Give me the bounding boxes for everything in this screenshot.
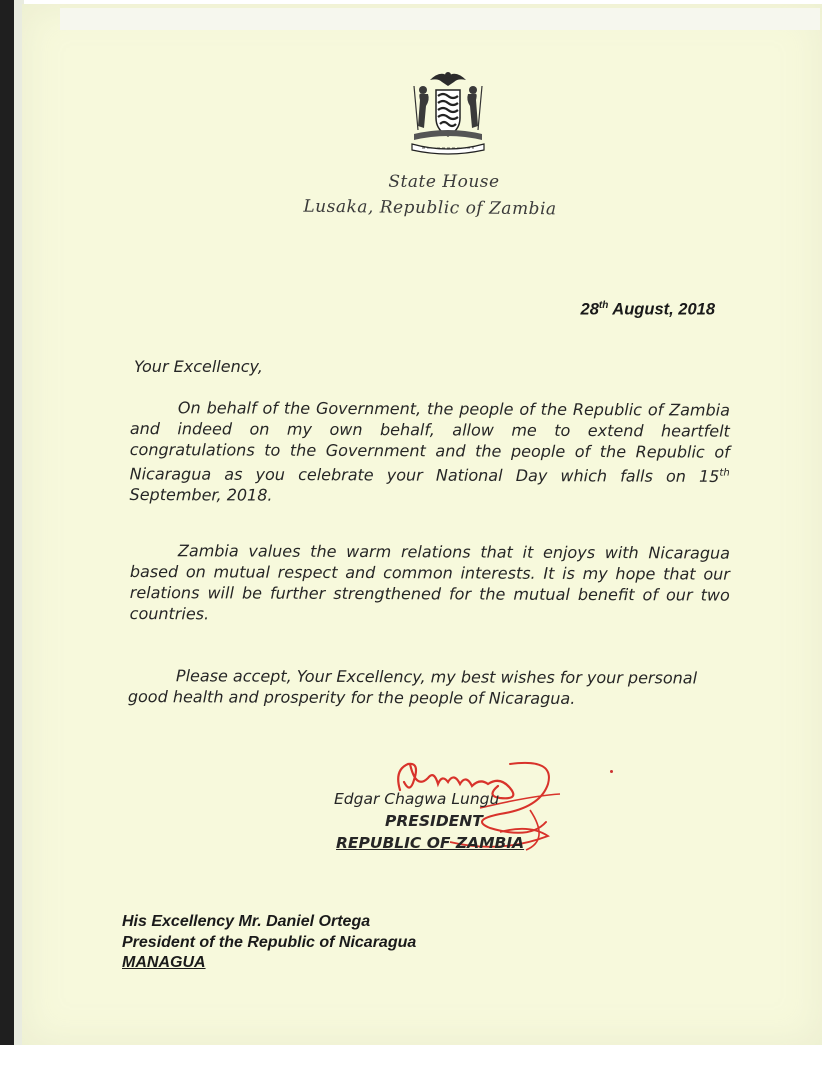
date-day: 28: [580, 300, 599, 319]
letter-date: [540, 300, 715, 320]
paragraph-2-text: Zambia values the warm relations that it enjoys with Nicaragua based on mutual respect and common interests. It is my hope that our relations will be further strengthened for the mutual benefit of our two countries.: [129, 541, 730, 624]
ink-speck: [610, 770, 613, 773]
signatory-organization: REPUBLIC OF ZAMBIA: [336, 834, 525, 852]
addressee-title: President of the Republic of Nicaragua: [122, 933, 417, 951]
date-suffix: th: [598, 300, 609, 311]
signatory-title: PRESIDENT: [385, 812, 483, 830]
letterhead-office: State House: [388, 172, 500, 192]
paper-top-margin: [60, 8, 820, 30]
addressee-name: His Excellency Mr. Daniel Ortega: [122, 913, 371, 930]
paragraph-3-text: Please accept, Your Excellency, my best wishes for your personal good health and prosperity for the people of Nicaragua.: [127, 666, 698, 708]
coat-of-arms-icon: [400, 66, 496, 158]
paragraph-1-text: On behalf of the Government, the people of the Republic of Zambia and indeed on my own behalf, allow me to extend heartfelt congratulations to the Government and the people of the Republic of Nicaragua as you celebrate your National Day which falls on 15: [129, 398, 730, 486]
salutation: Your Excellency,: [134, 357, 263, 376]
letter-paper: [22, 4, 822, 1046]
letterhead: [300, 172, 600, 218]
addressee-block: [122, 912, 416, 974]
scan-border-left: [0, 0, 14, 1045]
letterhead-location: Lusaka, Republic of Zambia: [303, 196, 557, 220]
paragraph-wishes: [128, 665, 728, 710]
date-rest: August, 2018: [608, 300, 715, 319]
scan-border-bottom: [0, 1045, 825, 1075]
addressee-city: MANAGUA: [122, 954, 206, 971]
signatory-name: Edgar Chagwa Lungu: [334, 790, 500, 808]
paragraph-relations: [130, 540, 730, 627]
paragraph-1-superscript: th: [719, 467, 730, 479]
paragraph-1-end: September, 2018.: [129, 485, 273, 505]
paragraph-congratulations: [130, 397, 730, 508]
signature-block: [330, 788, 530, 854]
